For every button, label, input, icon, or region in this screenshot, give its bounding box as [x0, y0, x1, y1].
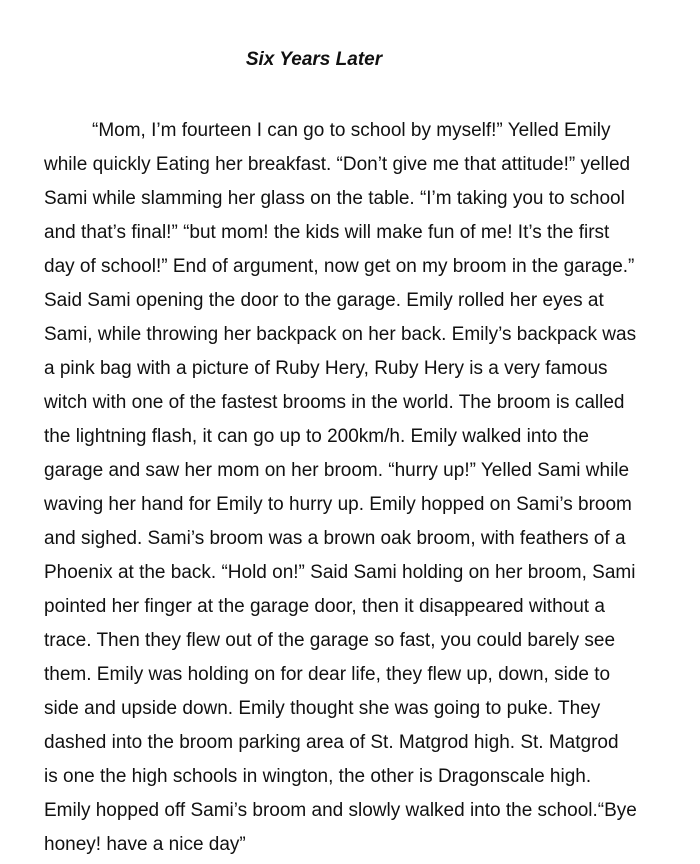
text-line: trace. Then they flew out of the garage so fast, you could barely see [44, 630, 616, 651]
story-paragraph [44, 114, 684, 862]
text-line: the lightning flash, it can go up to 200km/h. Emily walked into the [44, 426, 589, 447]
text-line: Emily hopped off Sami’s broom and slowly walked into the school.“Bye [44, 800, 637, 821]
text-line: Said Sami opening the door to the garage. Emily rolled her eyes at [44, 290, 604, 311]
text-line: Phoenix at the back. “Hold on!” Said Sami holding on her broom, Sami [44, 562, 636, 583]
text-line: Sami, while throwing her backpack on her back. Emily’s backpack was [44, 324, 637, 345]
text-line: a pink bag with a picture of Ruby Hery, Ruby Hery is a very famous [44, 358, 608, 379]
text-line: honey! have a nice day” [44, 834, 246, 855]
text-line: while quickly Eating her breakfast. “Don’t give me that attitude!” yelled [44, 154, 631, 175]
text-line: and sighed. Sami’s broom was a brown oak broom, with feathers of a [44, 528, 626, 549]
text-line: day of school!” End of argument, now get on my broom in the garage.” [44, 256, 635, 277]
document-title: Six Years Later [245, 49, 383, 70]
text-line: them. Emily was holding on for dear life, they flew up, down, side to [44, 664, 611, 685]
text-line: Sami while slamming her glass on the table. “I’m taking you to school [44, 188, 625, 209]
text-line: is one the high schools in wington, the other is Dragonscale high. [44, 766, 592, 787]
text-line: garage and saw her mom on her broom. “hurry up!” Yelled Sami while [44, 460, 630, 481]
text-line: witch with one of the fastest brooms in the world. The broom is called [44, 392, 625, 413]
text-line: “Mom, I’m fourteen I can go to school by myself!” Yelled Emily [92, 120, 611, 141]
text-line: dashed into the broom parking area of St. Matgrod high. St. Matgrod [44, 732, 619, 753]
text-line: and that’s final!” “but mom! the kids will make fun of me! It’s the first [44, 222, 610, 243]
text-line: waving her hand for Emily to hurry up. Emily hopped on Sami’s broom [44, 494, 632, 515]
text-line: side and upside down. Emily thought she was going to puke. They [44, 698, 601, 719]
text-line: pointed her finger at the garage door, then it disappeared without a [44, 596, 605, 617]
